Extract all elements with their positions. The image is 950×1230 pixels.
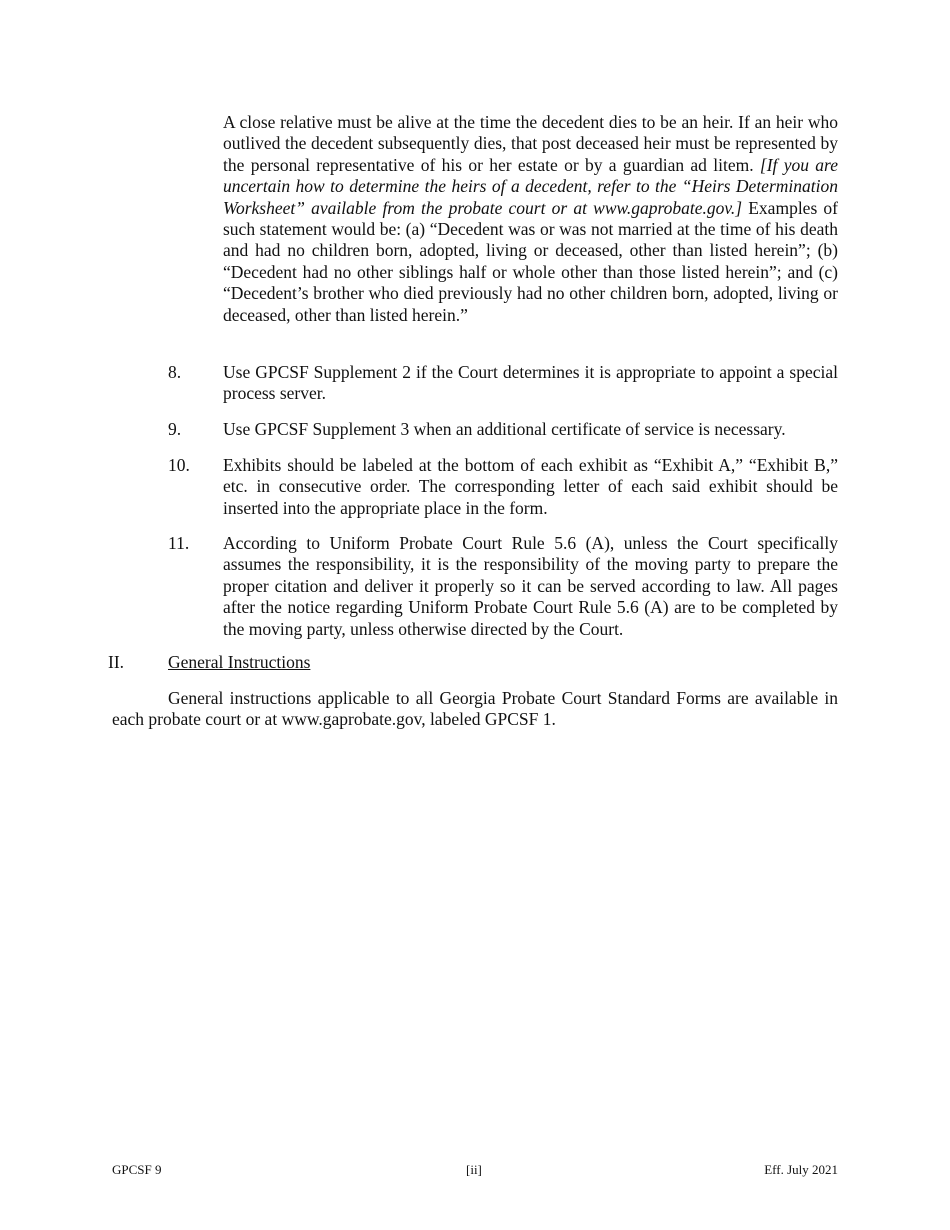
list-item-number: 11. bbox=[168, 533, 190, 553]
list-item-text: According to Uniform Probate Court Rule 5.6 (A), unless the Court specifically assumes the responsibility, it is the responsibility of the moving party to prepare the proper citation and deliver it properly so it can be served according to law. All pages after the notice regarding Uniform Probate Court Rule 5.6 (A) are to be completed by the moving party, unless otherwise directed by the Court. bbox=[223, 533, 838, 639]
list-item-text: Use GPCSF Supplement 2 if the Court determines it is appropriate to appoint a special process server. bbox=[223, 362, 838, 404]
section-title: General Instructions bbox=[168, 652, 311, 672]
heirs-text-part2: Examples of such statement would be: (a) “Decedent was or was not married at the time of his death and had no children born, adopted, living or deceased, other than listed herein”; (b) “Decedent had no other siblings half or whole other than those listed herein”; and (c) “Decedent’s brother who died previously had no other children born, adopted, living or deceased, other than listed herein.” bbox=[223, 197, 839, 325]
list-item-text: Use GPCSF Supplement 3 when an additional certificate of service is necessary. bbox=[223, 419, 786, 439]
heirs-text-part1: A close relative must be alive at the time the decedent dies to be an heir. If an heir who outlived the decedent subsequently dies, that post deceased heir must be represented by the personal representative of his or her estate or by a guardian ad litem. bbox=[223, 112, 838, 175]
footer-effective-date: Eff. July 2021 bbox=[764, 1162, 838, 1177]
general-instructions-paragraph: General instructions applicable to all Georgia Probate Court Standard Forms are available in each probate court or at www.gaprobate.gov, labeled GPCSF 1. bbox=[112, 688, 838, 730]
heirs-paragraph-text bbox=[223, 112, 838, 326]
list-item-text: Exhibits should be labeled at the bottom of each exhibit as “Exhibit A,” “Exhibit B,” etc. in consecutive order. The corresponding letter of each said exhibit should be inserted into the appropriate place in the form. bbox=[223, 455, 838, 518]
section-number: II. bbox=[108, 652, 125, 672]
list-item-number: 9. bbox=[168, 419, 182, 439]
heirs-italic-note: [If you are uncertain how to determine the heirs of a decedent, refer to the “Heirs Determination Worksheet” available from the probate court or at www.gaprobate.gov.] bbox=[223, 154, 838, 218]
heirs-paragraph bbox=[223, 112, 838, 326]
footer-page-number: [ii] bbox=[466, 1162, 482, 1177]
list-item-number: 8. bbox=[168, 362, 182, 382]
list-item-number: 10. bbox=[168, 455, 190, 475]
footer-form-id: GPCSF 9 bbox=[112, 1162, 162, 1177]
